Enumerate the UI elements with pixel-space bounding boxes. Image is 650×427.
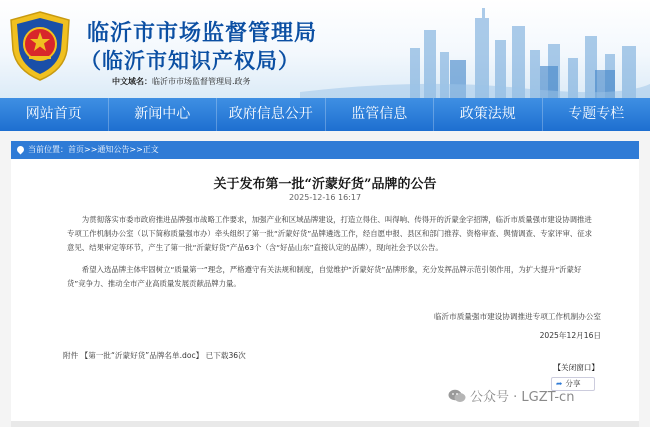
domain-line (112, 76, 251, 87)
article-title: 关于发布第一批“沂蒙好货”品牌的公告 (213, 177, 437, 192)
breadcrumb-path[interactable]: 首页>>通知公告>>正文 (68, 145, 159, 154)
attachment-link[interactable]: 【第一批“沂蒙好货”品牌名单.doc】 (80, 351, 204, 360)
attachment-line (63, 350, 246, 361)
article-paragraph: 希望入选品牌主体牢固树立“质量第一”理念，严格遵守有关法规和制度，自觉维护“沂蒙好货”品牌形象，充分发挥品牌示范引领作用，为扩大提升“沂蒙好货”竞争力、推动全市产业高质量发展贡献品牌力量。 (67, 265, 582, 288)
article-paragraph: 为贯彻落实市委市政府推进品牌强市战略工作要求，加强产业和区域品牌建设，打造立得住、叫得响、传得开的沂蒙金字招牌，临沂市质量强市建设协调推进专项工作机制办公室（以下简称质量强市办）牵头组织了第一批“沂蒙好货”品牌遴选工作，经自愿申报、县区和部门推荐、资格审查、舆情调查、专家评审、征求意见、结果审定等环节，产生了第一批“沂蒙好货”产品63个（含“好品山东”直接认定的品牌），现向社会予以公告。 (67, 215, 593, 252)
share-icon: ➦ (556, 379, 563, 388)
nav-item-gov-info[interactable]: 政府信息公开 (217, 98, 326, 131)
wechat-icon (448, 389, 466, 403)
nav-item-special[interactable]: 专题专栏 (568, 106, 625, 122)
domain-label: 中文域名： (112, 77, 152, 86)
city-skyline-illustration (300, 0, 650, 98)
attachment-download-count: 已下载36次 (205, 351, 246, 360)
article-bottom-divider (11, 421, 639, 427)
nav-item-regulation[interactable]: 监管信息 (326, 98, 435, 131)
watermark (448, 386, 574, 405)
location-pin-icon (16, 145, 26, 155)
police-emblem-icon (7, 10, 73, 82)
article-date: 2025-12-16 16:17 (288, 193, 362, 202)
site-header (0, 0, 650, 98)
domain-value: 临沂市市场监督管理局.政务 (152, 77, 251, 86)
nav-item-home[interactable]: 网站首页 (0, 98, 109, 131)
breadcrumb (11, 141, 639, 159)
watermark-text: 公众号 · LGZT-cn (470, 390, 575, 405)
nav-item-news[interactable]: 新闻中心 (109, 98, 218, 131)
article-signature: 临沂市质量强市建设协调推进专项工作机制办公室 (433, 312, 601, 321)
breadcrumb-label: 当前位置： (28, 145, 68, 154)
article-sign-date: 2025年12月16日 (539, 331, 601, 340)
main-nav (0, 98, 650, 131)
article-body (67, 213, 597, 299)
close-window-link[interactable]: 【关闭窗口】 (553, 363, 599, 372)
site-title: 临沂市市场监督管理局 (87, 21, 318, 46)
share-label: 分享 (565, 379, 581, 388)
site-subtitle: （临沂市知识产权局） (80, 49, 300, 73)
nav-item-policy[interactable]: 政策法规 (434, 98, 543, 131)
attachment-prefix: 附件 (63, 351, 79, 360)
